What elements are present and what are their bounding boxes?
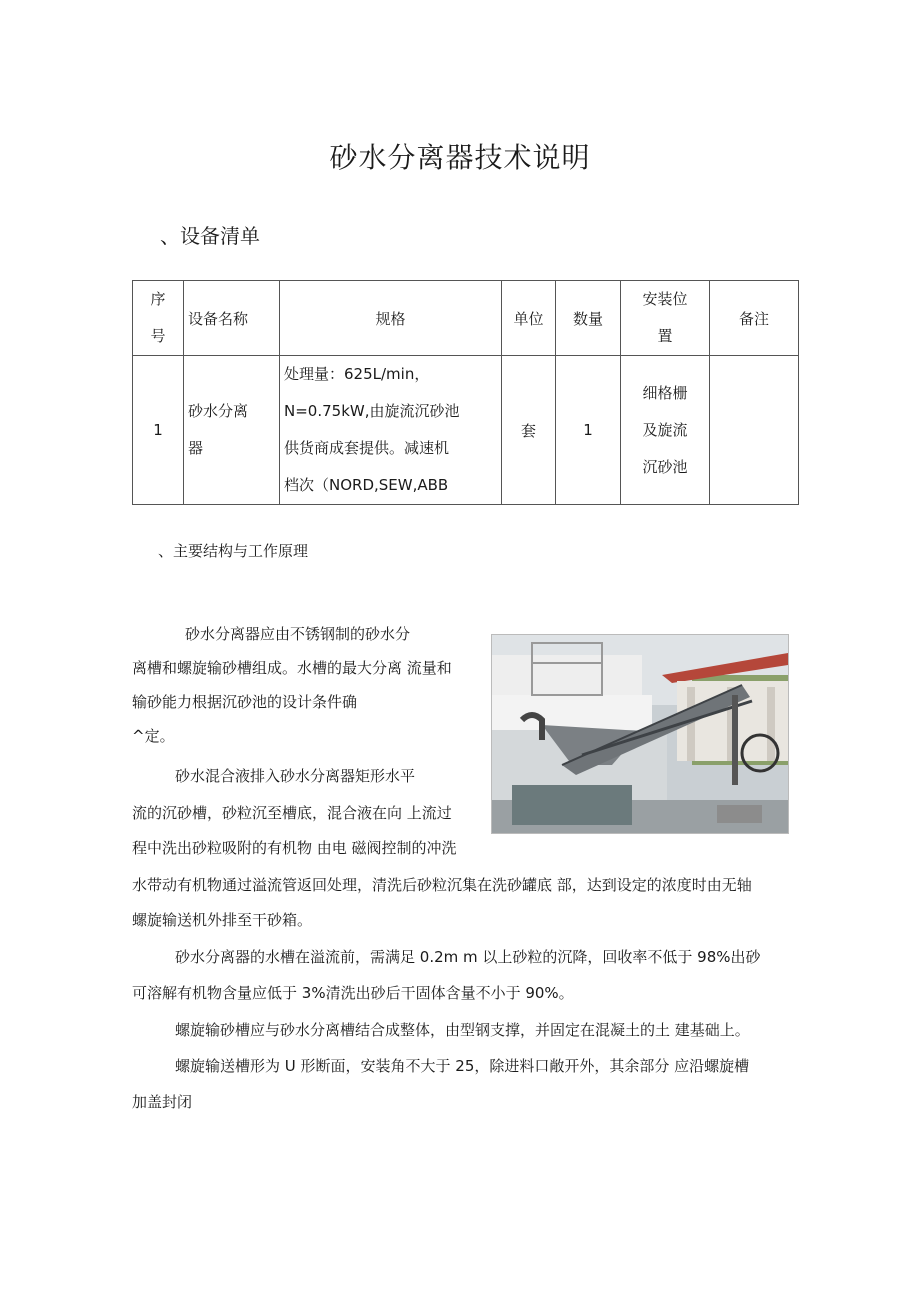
cell-name: 砂水分离 器 (184, 356, 280, 505)
section-heading-structure: 、主要结构与工作原理 (158, 542, 309, 560)
paragraph-line: 加盖封闭 (132, 1093, 193, 1111)
paragraph-line: 流的沉砂槽，砂粒沉至槽底，混合液在向 上流过 (132, 804, 452, 822)
paragraph-line: ^定。 (132, 727, 175, 745)
paragraph-line: 离槽和螺旋输砂槽组成。水槽的最大分离 流量和 (132, 659, 452, 677)
cell-spec: 处理量：625L/min， N=0.75kW,由旋流沉砂池 供货商成套提供。减速机 档次（NORD,SEW,ABB (280, 356, 502, 505)
paragraph-line: 砂水分离器的水槽在溢流前，需满足 0.2m m 以上砂粒的沉降，回收率不低于 98%出砂 (175, 948, 761, 966)
header-location: 安装位 置 (621, 281, 710, 356)
paragraph-line: 螺旋输砂槽应与砂水分离槽结合成整体，由型钢支撑，并固定在混凝土的土 建基础上。 (175, 1021, 750, 1039)
separator-photo (491, 634, 789, 834)
header-name: 设备名称 (184, 281, 280, 356)
section-heading-equipment-list: 、设备清单 (160, 224, 260, 248)
paragraph-line: 砂水分离器应由不锈钢制的砂水分 (185, 625, 411, 643)
table-header-row (133, 281, 799, 356)
cell-location: 细格栅 及旋流 沉砂池 (621, 356, 710, 505)
header-no: 序 号 (133, 281, 184, 356)
paragraph-line: 水带动有机物通过溢流管返回处理，清洗后砂粒沉集在洗砂罐底 部，达到设定的浓度时由无轴 (132, 876, 752, 894)
paragraph-line: 螺旋输送机外排至干砂箱。 (132, 911, 313, 929)
header-remark: 备注 (710, 281, 799, 356)
table-row (133, 356, 799, 505)
cell-remark (710, 356, 799, 505)
paragraph-line: 螺旋输送槽形为 U 形断面，安装角不大于 25，除进料口敞开外，其余部分 应沿螺旋槽 (175, 1057, 750, 1075)
cell-unit: 套 (502, 356, 556, 505)
header-qty: 数量 (556, 281, 621, 356)
header-spec: 规格 (280, 281, 502, 356)
cell-no: 1 (133, 356, 184, 505)
page-title: 砂水分离器技术说明 (329, 141, 591, 174)
equipment-table (132, 280, 799, 505)
paragraph-line: 程中洗出砂粒吸附的有机物 由电 磁阀控制的冲洗 (132, 839, 457, 857)
paragraph-line: 砂水混合液排入砂水分离器矩形水平 (175, 767, 416, 785)
header-unit: 单位 (502, 281, 556, 356)
paragraph-line: 可溶解有机物含量应低于 3%清洗出砂后干固体含量不小于 90%。 (132, 984, 574, 1002)
cell-qty: 1 (556, 356, 621, 505)
paragraph-line: 输砂能力根据沉砂池的设计条件确 (132, 693, 358, 711)
